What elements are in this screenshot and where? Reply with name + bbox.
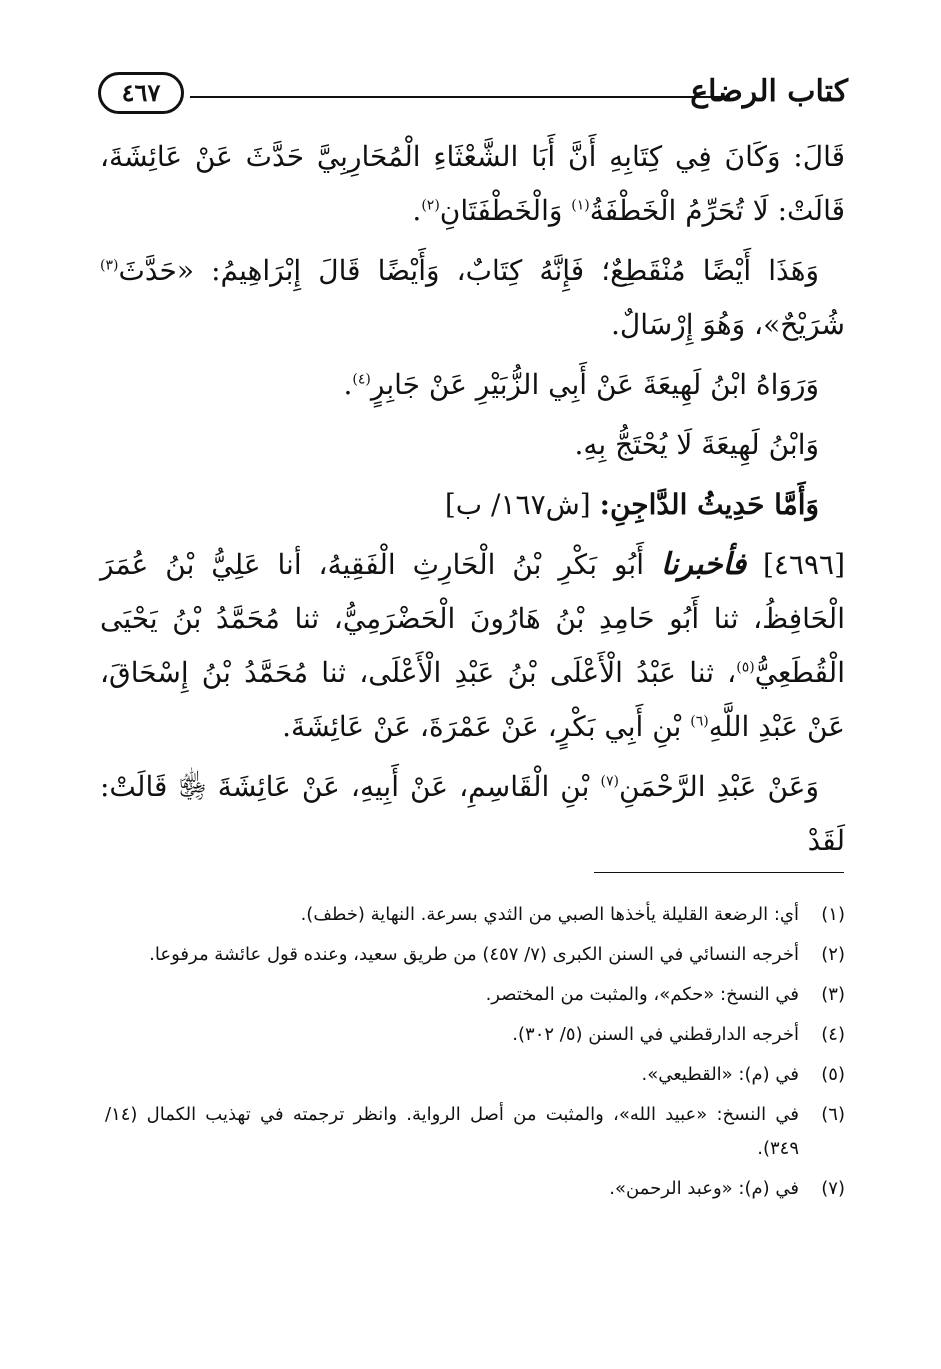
footnote-item: [105, 1098, 845, 1166]
footnote-text: في النسخ: «عبيد الله»، والمثبت من أصل الرواية. وانظر ترجمته في تهذيب الكمال (١٤/ ٣٤٩).: [105, 1104, 799, 1159]
footnote-item: [105, 1058, 845, 1092]
footnote-number: (٣): [821, 984, 845, 1005]
paragraph-6: [٤٦٩٦] فأخبرنا أَبُو بَكْرِ بْنُ الْحَارِثِ الْفَقِيهُ، أنا عَلِيُّ بْنُ عُمَرَ الْحَافِظُ، ثنا أَبُو حَامِدِ بْنُ هَارُونَ الْحَضْرَمِيُّ، ثنا مُحَمَّدُ بْنُ يَحْيَى الْقُطَعِيُّ$^{(٥)}$، ثنا عَبْدُ الْأَعْلَى بْنُ عَبْدِ الْأَعْلَى، ثنا مُحَمَّدُ بْنُ إِسْحَاقَ، عَنْ عَبْدِ اللَّهِ$^{(٦)}$ بْنِ أَبِي بَكْرٍ، عَنْ عَمْرَةَ، عَنْ عَائِشَةَ.: [100, 547, 845, 743]
footnote-marker-1: (١): [571, 197, 590, 214]
footnote-text: أخرجه النسائي في السنن الكبرى (٧/ ٤٥٧) من طريق سعيد، وعنده قول عائشة مرفوعا.: [149, 944, 799, 965]
header-rule: [190, 96, 730, 98]
footnote-number: (٥): [821, 1064, 845, 1085]
book-title: كتاب الرضاع: [690, 74, 848, 109]
footnote-text: في النسخ: «حكم»، والمثبت من المختصر.: [485, 984, 799, 1005]
hadith-number: [٤٦٩٦]: [762, 548, 845, 581]
footnote-item: [105, 1018, 845, 1052]
footnote-text: في (م): «وعبد الرحمن».: [609, 1178, 799, 1199]
footnotes: [105, 898, 845, 1212]
footnote-marker-4: (٤): [352, 371, 371, 388]
paragraph-5: [100, 478, 845, 532]
paragraph-4: وَابْنُ لَهِيعَةَ لَا يُحْتَجُّ بِهِ.: [574, 428, 819, 461]
footnote-marker-2: (٢): [421, 197, 440, 214]
footnote-number: (١): [821, 904, 845, 925]
footnote-text: في (م): «القطيعي».: [641, 1064, 799, 1085]
footnote-number: (٢): [821, 944, 845, 965]
footnote-marker-6: (٦): [690, 713, 709, 730]
footnote-text: أخرجه الدارقطني في السنن (٥/ ٣٠٢).: [512, 1024, 799, 1045]
footnote-separator: [594, 872, 844, 873]
footnote-number: (٦): [821, 1104, 845, 1125]
footnote-marker-7: (٧): [600, 773, 619, 790]
footnote-item: [105, 938, 845, 972]
main-text: [100, 130, 845, 874]
footnote-marker-3: (٣): [100, 257, 119, 274]
footnote-number: (٧): [821, 1178, 845, 1199]
akhbarana-word: فأخبرنا: [660, 547, 747, 582]
footnote-number: (٤): [821, 1024, 845, 1045]
honorific-symbol: ﵂: [178, 770, 207, 803]
page-header: [98, 70, 848, 118]
footnote-text: أي: الرضعة القليلة يأخذها الصبي من الثدي بسرعة. النهاية (خطف).: [300, 904, 799, 925]
footnote-item: [105, 1172, 845, 1206]
footnote-item: [105, 898, 845, 932]
footnote-item: [105, 978, 845, 1012]
footnote-marker-5: (٥): [736, 659, 755, 676]
paragraph-3: وَرَوَاهُ ابْنُ لَهِيعَةَ عَنْ أَبِي الزُّبَيْرِ عَنْ جَابِرٍ$^{(٤)}$.: [343, 368, 819, 401]
section-heading: وَأَمَّا حَدِيثُ الدَّاجِنِ:: [599, 488, 819, 521]
paragraph-7: وَعَنْ عَبْدِ الرَّحْمَنِ$^{(٧)}$ بْنِ الْقَاسِمِ، عَنْ أَبِيهِ، عَنْ عَائِشَةَ ﵂ قَالَتْ: لَقَدْ: [100, 770, 845, 857]
paragraph-1: قَالَ: وَكَانَ فِي كِتَابِهِ أَنَّ أَبَا الشَّعْثَاءِ الْمُحَارِبِيَّ حَدَّثَ عَنْ عَائِشَةَ، قَالَتْ: لَا تُحَرِّمُ الْخَطْفَةُ$^{(١)}$ وَالْخَطْفَتَانِ$^{(٢)}$.: [100, 140, 845, 227]
manuscript-ref: [ش١٦٧/ ب]: [444, 488, 591, 521]
page-number: ٤٦٧: [98, 72, 184, 114]
paragraph-2: وَهَذَا أَيْضًا مُنْقَطِعٌ؛ فَإِنَّهُ كِتَابٌ، وَأَيْضًا قَالَ إِبْرَاهِيمُ: «حَدَّثَ$^{(٣)}$ شُرَيْحٌ»، وَهُوَ إِرْسَالٌ.: [100, 254, 845, 341]
